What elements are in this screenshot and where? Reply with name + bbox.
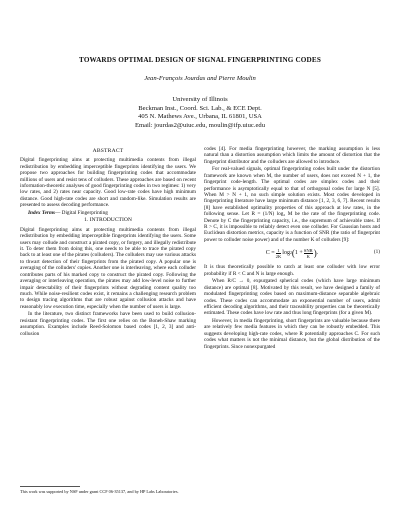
fraction-1-denominator: 2K — [275, 253, 282, 259]
equation-fraction-1 — [276, 248, 282, 259]
abstract-heading: ABSTRACT — [92, 148, 124, 154]
paper-title: TOWARDS OPTIMAL DESIGN OF SIGNAL FINGERPRINTING CODES — [79, 56, 321, 64]
equation-fraction-2 — [304, 248, 313, 259]
fraction-2-denominator: K — [306, 253, 310, 259]
intro-paragraph-1: Digital fingerprinting aims at protecting multimedia contents from illegal redistribution by embedding imperceptible fingerprints identifying the users. Some users may collude and construct a pirated copy, or forgery, and illegally redistribute it. To deter them from doing this, one needs to be able to trace the pirated copy back to at least one of the pirates (colluders). The colluders may use various attacks to thwart detection of their fingerprints from the pirated copy. A popular one is averaging of the colluders' copies. Another one is interleaving, where each colluder contributes parts of his marked copy to construct the pirated copy. Following the averaging or interleaving operation, the pirates may add low-level noise to further impair detectability of their fingerprints without degrading content quality too much. While noise-resilient codes exist, it remains a challenging research problem to design tracing algorithms that are robust against collusion attacks and have reasonably low execution time, especially when the number of users is large. — [20, 226, 196, 310]
affiliation-department: Beckman Inst., Coord. Sci. Lab., & ECE Dept. — [138, 104, 262, 112]
paper-authors: Jean-François Jourdas and Pierre Moulin — [144, 75, 256, 82]
capacity-equation — [204, 245, 380, 261]
affiliation-block — [0, 96, 400, 130]
index-terms-text: Digital Fingerprinting — [60, 209, 108, 216]
right-column — [204, 146, 380, 351]
equation-log: log — [282, 250, 290, 257]
intro-paragraph-6: When R/C → 0, expurgated spherical codes (which have large minimum distance) are optimal [8]. Motivated by this result, we have designed a family of modulated fingerprinting codes based on maximum-distance separable algebraic codes. These codes can accommodate an exponential number of users, admit efficient decoding algorithms, and their traceability properties can be theoretically estimated. These codes have low rate and thus long fingerprints (for a given M). — [204, 278, 380, 317]
footnote — [20, 486, 196, 494]
affiliation-address: 405 N. Mathews Ave., Urbana, IL 61801, USA — [138, 113, 262, 121]
footnote-rule — [20, 486, 80, 487]
equation-punctuation: . — [316, 250, 319, 257]
equation-one-plus: 1 + — [294, 250, 303, 257]
intro-paragraph-2: In the literature, two distinct frameworks have been used to build collusion-resistant fingerprinting codes. The first one relies on the Boneh-Shaw marking assumption. Examples include Reed-Solomon based codes [1, 2, 3] and anti-collusion — [20, 311, 196, 337]
equation-close-paren: ) — [313, 247, 317, 258]
intro-paragraph-5: It is thus theoretically possible to catch at least one colluder with low error probability if R < C and N is large enough. — [204, 264, 380, 277]
footnote-text: This work was supported by NSF under grant CCF 06-35137, and by HP Labs Laboratories. — [20, 488, 179, 494]
affiliation-email: Email: jourdas2@uiuc.edu, moulin@ifp.uiuc.edu — [134, 121, 266, 129]
introduction-heading: 1. INTRODUCTION — [84, 217, 132, 224]
equation-open-paren: ( — [291, 247, 295, 258]
affiliation-institution: University of Illinois — [172, 96, 228, 103]
index-terms — [20, 210, 196, 216]
equation-number: (1) — [373, 249, 380, 256]
intro-paragraph-3: codes [4]. For media fingerprinting however, the marking assumption is less natural than a distortion assumption which limits the amount of distortion that the fingerprint distributor and the colluders are allowed to introduce. — [204, 146, 380, 165]
intro-paragraph-4: For real-valued signals, optimal fingerprinting codes built under the distortion framework are known when M, the number of users, does not exceed N + 1, the fingerprint code-length. The optimal codes are simplex codes and their performance is asymptotically equal to that of orthogonal codes for large N [5]. When M > N + 1, no such simple solution exists. Most codes developed in fingerprinting literature have large minimum distance [1, 2, 3, 6, 7]. Recent results [8] have established optimality properties of this approach at low rates, in the following sense. Let R = (1/N) log₂ M be the rate of the fingerprinting code. Denote by C the fingerprinting capacity, i.e., the supremum of achievable rates. If R > C, it is impossible to reliably detect even one colluder. For Gaussian hosts and Euclidean distortion metrics, capacity is a function of SNR (the ratio of fingerprint power to colluder noise power) and of the number K of colluders [9]: — [204, 166, 380, 243]
left-column — [20, 148, 196, 338]
intro-paragraph-7: However, in media fingerprinting, short fingerprints are valuable because there are relatively few media features in which they can be robustly embedded. This suggests developing high-rate codes, where R potentially approaches C. For such codes what matters is not the minimal distance, but the global distribution of the fingerprints. Since nonexpurgated — [204, 317, 380, 350]
index-terms-label: Index Terms — [28, 209, 56, 216]
fraction-2-numerator: SNR — [303, 247, 313, 253]
equation-log-base: 2 — [289, 251, 292, 256]
equation-lhs: C = — [265, 250, 275, 257]
index-terms-dash: — — [55, 209, 61, 216]
abstract-text: Digital fingerprinting aims at protecting multimedia contents from illegal redistribution by embedding imperceptible fingerprints identifying the users. We propose two approaches for building fingerprinting codes that accommodate millions of users and resist tens of colluders. These approaches are based on recent information-theoretic analyses of good fingerprinting codes in two regimes: 1) very low rates, and 2) rates near capacity. Good low-rate codes have high minimum distance. Good high-rate codes are short and random-like. Simulation results are presented to assess decoding performance. — [20, 157, 196, 209]
fraction-1-numerator: 1 — [277, 247, 280, 253]
